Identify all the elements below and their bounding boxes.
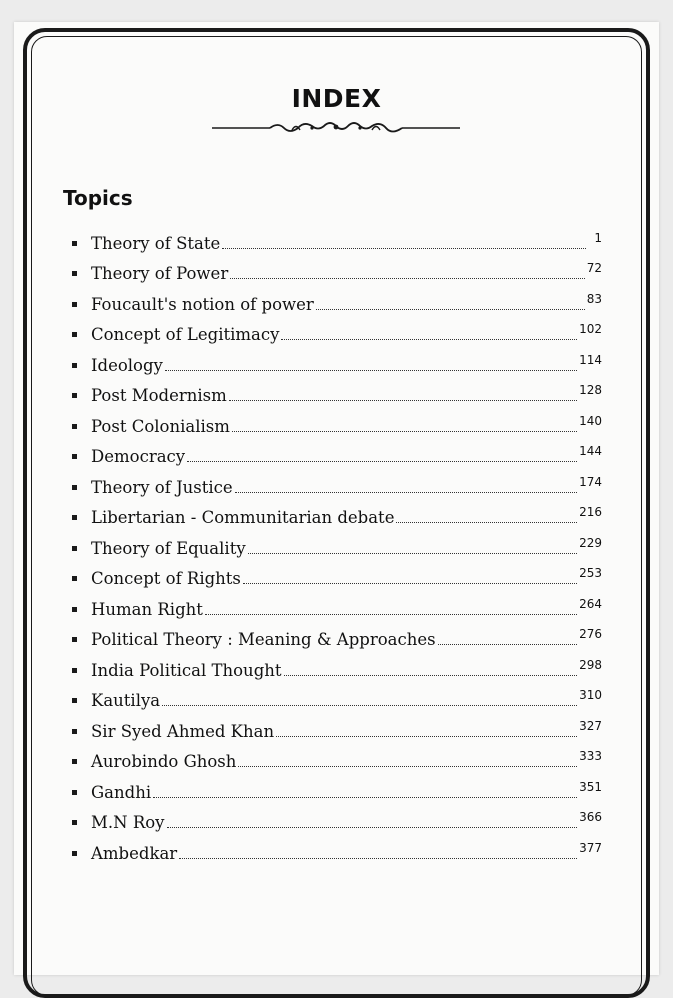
ornament-divider-icon (212, 118, 460, 136)
toc-page-number: 174 (579, 474, 602, 489)
toc-page-number: 276 (579, 627, 602, 641)
toc-page-number: 351 (579, 779, 602, 794)
toc-topic: Post Colonialism (91, 416, 230, 436)
toc-item (72, 438, 602, 469)
toc-page-number: 83 (586, 291, 602, 306)
toc-item (72, 255, 602, 286)
bullet-icon (72, 729, 77, 734)
toc-item (72, 773, 602, 804)
bullet-icon (72, 241, 77, 246)
toc-page-number: 264 (579, 596, 602, 611)
toc-topic: Aurobindo Ghosh (91, 752, 237, 771)
toc-topic: Ideology (91, 355, 163, 375)
dot-leader (281, 338, 577, 340)
dot-leader (230, 277, 585, 279)
toc-topic: M.N Roy (91, 813, 165, 832)
dot-leader (243, 582, 577, 584)
bullet-icon (72, 790, 77, 795)
bullet-icon (72, 607, 77, 612)
toc-page-number: 229 (579, 535, 602, 550)
bullet-icon (72, 454, 77, 459)
toc-page-number: 377 (579, 840, 602, 855)
dot-leader (229, 399, 577, 401)
dot-leader (276, 735, 577, 737)
bullet-icon (72, 332, 77, 337)
toc-topic: Ambedkar (91, 843, 178, 863)
dot-leader (205, 613, 577, 615)
toc-item (72, 499, 602, 530)
toc-page-number: 144 (579, 444, 602, 458)
toc-page-number: 253 (579, 566, 602, 580)
dot-leader (232, 430, 577, 432)
dot-leader (153, 796, 577, 798)
toc-topic: Sir Syed Ahmed Khan (91, 721, 275, 741)
dot-leader (248, 552, 577, 554)
toc-page-number: 310 (579, 688, 602, 702)
toc-topic: Gandhi (91, 782, 152, 802)
toc-topic: Theory of Justice (91, 477, 233, 497)
toc-page-number: 102 (579, 322, 602, 336)
toc-page-number: 128 (579, 383, 602, 397)
toc-item (72, 712, 602, 743)
toc-topic: Political Theory : Meaning & Approaches (91, 630, 436, 649)
dot-leader (316, 308, 585, 310)
toc-page-number: 1 (594, 230, 602, 245)
toc-topic: Concept of Rights (91, 569, 241, 588)
bullet-icon (72, 271, 77, 276)
toc-item (72, 529, 602, 560)
toc-item (72, 346, 602, 377)
toc-item (72, 316, 602, 347)
toc-page-number: 216 (579, 505, 602, 519)
toc-item (72, 682, 602, 713)
dot-leader (238, 765, 577, 767)
toc-page-number: 333 (579, 749, 602, 763)
bullet-icon (72, 363, 77, 368)
toc-item (72, 590, 602, 621)
toc-topic: Libertarian - Communitarian debate (91, 508, 395, 527)
toc-item (72, 407, 602, 438)
bullet-icon (72, 698, 77, 703)
bullet-icon (72, 485, 77, 490)
toc-page-number: 140 (579, 413, 602, 428)
dot-leader (179, 857, 577, 859)
toc-page-number: 327 (579, 718, 602, 733)
toc-item (72, 834, 602, 865)
toc-topic: Concept of Legitimacy (91, 325, 280, 344)
dot-leader (162, 704, 577, 706)
toc-item (72, 468, 602, 499)
dot-leader (284, 674, 578, 676)
toc-item (72, 560, 602, 591)
bullet-icon (72, 637, 77, 642)
bullet-icon (72, 424, 77, 429)
dot-leader (235, 491, 577, 493)
bullet-icon (72, 576, 77, 581)
bullet-icon (72, 759, 77, 764)
toc-item (72, 224, 602, 255)
dot-leader (396, 521, 577, 523)
bullet-icon (72, 393, 77, 398)
dot-leader (165, 369, 577, 371)
toc-item (72, 804, 602, 835)
toc-topic: Foucault's notion of power (91, 294, 314, 314)
toc-item (72, 377, 602, 408)
section-heading: Topics (63, 186, 133, 210)
toc-page-number: 72 (586, 261, 602, 275)
toc-topic: Post Modernism (91, 386, 227, 405)
toc-topic: Human Right (91, 599, 203, 619)
toc-topic: Democracy (91, 447, 186, 466)
toc-topic: India Political Thought (91, 660, 282, 680)
bullet-icon (72, 515, 77, 520)
toc-topic: Theory of Power (91, 264, 229, 283)
toc-topic: Theory of State (91, 233, 221, 253)
toc-topic: Theory of Equality (91, 538, 246, 558)
bullet-icon (72, 820, 77, 825)
bullet-icon (72, 302, 77, 307)
toc-page-number: 366 (579, 810, 602, 824)
toc-page-number: 114 (579, 352, 602, 367)
toc-item (72, 285, 602, 316)
dot-leader (167, 826, 578, 828)
page-title: INDEX (291, 84, 382, 113)
dot-leader (187, 460, 577, 462)
toc-topic: Kautilya (91, 691, 161, 710)
toc-page-number: 298 (579, 657, 602, 672)
toc-item (72, 621, 602, 652)
bullet-icon (72, 851, 77, 856)
bullet-icon (72, 546, 77, 551)
dot-leader (438, 643, 578, 645)
dot-leader (222, 247, 586, 249)
toc-item (72, 743, 602, 774)
bullet-icon (72, 668, 77, 673)
toc-list (72, 224, 602, 865)
toc-item (72, 651, 602, 682)
